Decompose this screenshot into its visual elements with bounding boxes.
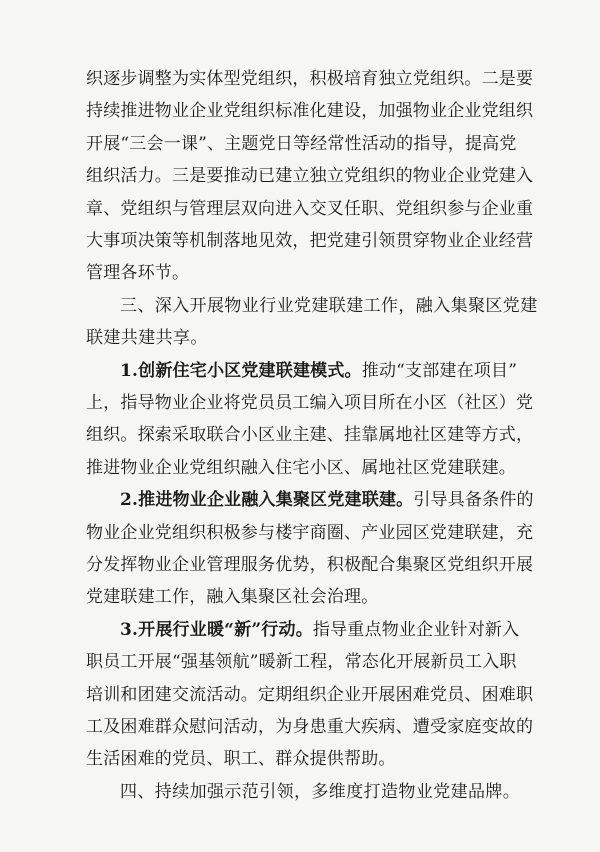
paragraph-line: 组织活力。三是要推动已建立独立党组织的物业企业党建入 <box>86 166 534 186</box>
section-heading: 三、深入开展物业行业党建联建工作，融入集聚区党建 <box>120 296 538 316</box>
paragraph-line: 职员工开展“强基领航”暖新工程，常态化开展新员工入职 <box>86 652 517 672</box>
item-3-text: 指导重点物业企业针对新入 <box>312 620 520 640</box>
paragraph-line: 组织。探索采取联合小区业主建、挂靠属地社区建等方式， <box>86 425 534 445</box>
item-2-first-line <box>120 489 534 511</box>
item-3-first-line <box>120 619 519 641</box>
paragraph-line: 物业企业党组织积极参与楼宇商圈、产业园区党建联建，充 <box>86 523 534 543</box>
section-heading: 四、持续加强示范引领，多维度打造物业党建品牌。 <box>120 782 521 802</box>
paragraph-line: 织逐步调整为实体型党组织，积极培育独立党组织。二是要 <box>86 69 534 89</box>
paragraph-line: 生活困难的党员、职工、群众提供帮助。 <box>86 749 396 769</box>
paragraph-line: 章、党组织与管理层双向进入交叉任职、党组织参与企业重 <box>86 199 534 219</box>
paragraph-line: 分发挥物业企业管理服务优势，积极配合集聚区党组织开展 <box>86 555 534 575</box>
paragraph-line: 工及困难群众慰问活动，为身患重大疾病、遭受家庭变故的 <box>86 717 534 737</box>
item-1-first-line <box>120 360 517 382</box>
item-1-text: 推动“支部建在项目” <box>361 361 518 381</box>
paragraph-line: 开展“三会一课”、主题党日等经常性活动的指导，提高党 <box>86 134 517 154</box>
item-3-title: 3.开展行业暖“新”行动。 <box>120 620 313 640</box>
paragraph-line: 管理各环节。 <box>86 263 190 283</box>
paragraph-line: 上，指导物业企业将党员员工编入项目所在小区（社区）党 <box>86 393 534 413</box>
paragraph-line: 党建联建工作，融入集聚区社会治理。 <box>86 587 379 607</box>
paragraph-line: 大事项决策等机制落地见效，把党建引领贯穿物业企业经营 <box>86 231 534 251</box>
paragraph-line: 持续推进物业企业党组织标准化建设，加强物业企业党组织 <box>86 101 534 121</box>
paragraph-line: 培训和团建交流活动。定期组织企业开展困难党员、困难职 <box>86 685 534 705</box>
item-2-title: 2.推进物业企业融入集聚区党建联建。 <box>120 490 414 510</box>
item-2-text: 引导具备条件的 <box>413 490 534 510</box>
paragraph-line: 推进物业企业党组织融入住宅小区、属地社区党建联建。 <box>86 458 516 478</box>
section-heading-continued: 联建共建共享。 <box>86 328 208 348</box>
item-1-title: 1.创新住宅小区党建联建模式。 <box>120 361 362 381</box>
